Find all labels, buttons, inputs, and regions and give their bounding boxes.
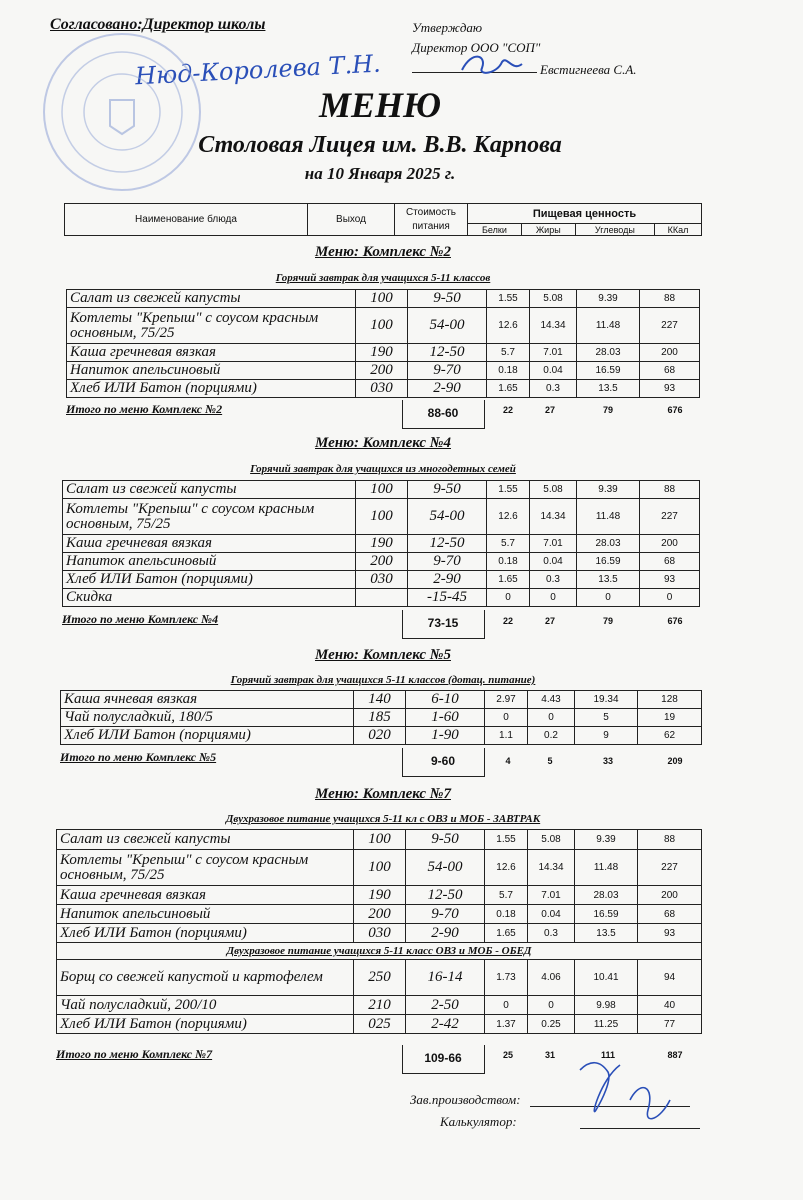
dish-kcal: 94 <box>638 960 702 996</box>
col-kcal-header: ККал <box>655 224 702 236</box>
dish-cost: 12-50 <box>408 344 487 362</box>
total-proteins: 4 <box>505 756 511 766</box>
dish-cost: 54-00 <box>406 850 485 886</box>
dish-output: 200 <box>356 553 408 571</box>
total-carbs: 111 <box>600 1050 616 1060</box>
dish-fats: 0 <box>530 589 577 607</box>
dish-name: Напиток апельсиновый <box>67 362 356 380</box>
dish-fats: 0 <box>528 996 575 1015</box>
dish-kcal: 93 <box>640 571 700 589</box>
table-row <box>63 553 700 571</box>
total-proteins: 22 <box>502 616 513 626</box>
dish-carbs: 16.59 <box>575 905 638 924</box>
dish-name: Котлеты "Крепыш" с соусом красным основным, 75/25 <box>67 308 356 344</box>
total-carbs: 33 <box>602 756 613 766</box>
total-kcal: 676 <box>667 405 683 415</box>
total-cost: 88-60 <box>427 406 459 420</box>
total-label: Итого по меню Комплекс №4 <box>62 612 219 626</box>
dish-kcal: 227 <box>640 308 700 344</box>
dish-cost: 2-90 <box>406 924 485 943</box>
dish-carbs: 9.98 <box>575 996 638 1015</box>
dish-kcal: 40 <box>638 996 702 1015</box>
section-subtitle: Двухразовое питание учащихся 5-11 класс ОВЗ и МОБ - ОБЕД <box>57 943 702 960</box>
table-row <box>67 380 700 398</box>
dish-fats: 7.01 <box>530 344 577 362</box>
dish-carbs: 9 <box>575 727 638 745</box>
dish-fats: 0.3 <box>530 380 577 398</box>
dish-kcal: 93 <box>638 924 702 943</box>
director-signature <box>452 50 532 80</box>
agreed-signature: Нюд-Королева Т.Н. <box>134 49 382 91</box>
total-label: Итого по меню Комплекс №7 <box>56 1047 213 1061</box>
col-carbs-header: Углеводы <box>575 224 654 236</box>
dish-carbs: 13.5 <box>577 571 640 589</box>
table-row <box>57 924 702 943</box>
dish-cost: 1-60 <box>406 709 485 727</box>
dish-name: Скидка <box>63 589 356 607</box>
dish-name: Напиток апельсиновый <box>57 905 354 924</box>
handwritten-signature <box>560 1040 690 1140</box>
dish-name: Чай полусладкий, 180/5 <box>61 709 354 727</box>
dish-proteins: 0.18 <box>487 362 530 380</box>
dish-kcal: 227 <box>640 499 700 535</box>
dish-output: 190 <box>356 535 408 553</box>
dish-table <box>60 690 702 745</box>
col-output-header: Выход <box>308 204 395 236</box>
total-proteins: 22 <box>502 405 513 415</box>
dish-proteins: 2.97 <box>485 691 528 709</box>
dish-kcal: 68 <box>638 905 702 924</box>
dish-fats: 0.04 <box>530 362 577 380</box>
dish-proteins: 1.73 <box>485 960 528 996</box>
dish-proteins: 12.6 <box>485 850 528 886</box>
dish-output: 020 <box>354 727 406 745</box>
dish-cost: 1-90 <box>406 727 485 745</box>
dish-proteins: 0.18 <box>485 905 528 924</box>
dish-proteins: 12.6 <box>487 499 530 535</box>
total-fats: 5 <box>547 756 553 766</box>
total-kcal: 676 <box>667 616 683 626</box>
page-subtitle: Столовая Лицея им. В.В. Карпова <box>198 132 562 158</box>
dish-cost: 2-90 <box>408 380 487 398</box>
dish-fats: 7.01 <box>530 535 577 553</box>
dish-fats: 0.25 <box>528 1015 575 1034</box>
dish-carbs: 28.03 <box>577 344 640 362</box>
table-row <box>57 960 702 996</box>
dish-cost: 6-10 <box>406 691 485 709</box>
section-title: Меню: Комплекс №4 <box>315 435 451 451</box>
dish-carbs: 19.34 <box>575 691 638 709</box>
col-fats-header: Жиры <box>521 224 575 236</box>
section-title: Меню: Комплекс №5 <box>315 647 451 663</box>
dish-carbs: 11.25 <box>575 1015 638 1034</box>
dish-fats: 4.43 <box>528 691 575 709</box>
dish-kcal: 77 <box>638 1015 702 1034</box>
table-row <box>57 886 702 905</box>
table-row <box>57 1015 702 1034</box>
dish-fats: 5.08 <box>528 830 575 850</box>
table-row <box>63 589 700 607</box>
dish-cost: 9-50 <box>408 290 487 308</box>
dish-kcal: 200 <box>640 344 700 362</box>
dish-carbs: 11.48 <box>577 308 640 344</box>
dish-name: Чай полусладкий, 200/10 <box>57 996 354 1015</box>
approve-name: Евстигнеева С.А. <box>540 62 637 77</box>
dish-output: 100 <box>356 499 408 535</box>
dish-cost: 9-70 <box>406 905 485 924</box>
dish-kcal: 227 <box>638 850 702 886</box>
dish-output: 200 <box>356 362 408 380</box>
dish-kcal: 68 <box>640 553 700 571</box>
dish-fats: 0.3 <box>530 571 577 589</box>
total-kcal: 209 <box>667 756 683 766</box>
section-subtitle: Горячий завтрак для учащихся 5-11 классов (дотац. питание) <box>230 674 536 686</box>
dish-kcal: 93 <box>640 380 700 398</box>
dish-output: 100 <box>356 290 408 308</box>
dish-proteins: 0 <box>485 709 528 727</box>
dish-fats: 0.2 <box>528 727 575 745</box>
total-carbs: 79 <box>602 405 613 415</box>
calculator-label: Калькулятор: <box>440 1114 517 1129</box>
table-row <box>63 535 700 553</box>
dish-output: 025 <box>354 1015 406 1034</box>
dish-kcal: 0 <box>640 589 700 607</box>
dish-carbs: 9.39 <box>575 830 638 850</box>
page-date: на 10 Января 2025 г. <box>304 164 456 183</box>
dish-fats: 5.08 <box>530 481 577 499</box>
dish-fats: 0.04 <box>528 905 575 924</box>
dish-kcal: 128 <box>638 691 702 709</box>
dish-table <box>66 289 700 398</box>
dish-output: 030 <box>356 571 408 589</box>
table-row <box>61 691 702 709</box>
dish-name: Котлеты "Крепыш" с соусом красным основным, 75/25 <box>63 499 356 535</box>
table-row <box>57 850 702 886</box>
total-fats: 27 <box>544 616 555 626</box>
approve-label: Утверждаю <box>412 20 483 35</box>
col-nutrition-header: Пищевая ценность <box>468 204 702 224</box>
dish-name: Каша гречневая вязкая <box>57 886 354 905</box>
dish-cost: 54-00 <box>408 308 487 344</box>
dish-carbs: 13.5 <box>575 924 638 943</box>
dish-proteins: 1.37 <box>485 1015 528 1034</box>
dish-proteins: 1.65 <box>487 380 530 398</box>
total-label: Итого по меню Комплекс №2 <box>66 402 223 416</box>
table-row <box>67 344 700 362</box>
dish-kcal: 88 <box>638 830 702 850</box>
dish-proteins: 1.1 <box>485 727 528 745</box>
dish-output: 250 <box>354 960 406 996</box>
dish-name: Борщ со свежей капустой и картофелем <box>57 960 354 996</box>
total-label: Итого по меню Комплекс №5 <box>60 750 217 764</box>
dish-output: 100 <box>356 481 408 499</box>
dish-fats: 5.08 <box>530 290 577 308</box>
table-row <box>61 727 702 745</box>
dish-output: 030 <box>356 380 408 398</box>
dish-name: Хлеб ИЛИ Батон (порциями) <box>67 380 356 398</box>
dish-table <box>56 829 702 1034</box>
col-proteins-header: Белки <box>468 224 522 236</box>
dish-output: 200 <box>354 905 406 924</box>
dish-carbs: 0 <box>577 589 640 607</box>
section-title: Меню: Комплекс №7 <box>315 786 451 802</box>
dish-carbs: 5 <box>575 709 638 727</box>
dish-kcal: 200 <box>640 535 700 553</box>
dish-cost: 2-90 <box>408 571 487 589</box>
page-title: МЕНЮ <box>318 85 442 125</box>
dish-name: Салат из свежей капусты <box>67 290 356 308</box>
table-header <box>64 203 702 236</box>
dish-cost: 9-70 <box>408 362 487 380</box>
dish-output: 100 <box>354 850 406 886</box>
dish-output: 210 <box>354 996 406 1015</box>
dish-fats: 14.34 <box>528 850 575 886</box>
dish-proteins: 5.7 <box>485 886 528 905</box>
dish-cost: 9-50 <box>408 481 487 499</box>
dish-kcal: 19 <box>638 709 702 727</box>
table-row <box>57 905 702 924</box>
dish-cost: 9-50 <box>406 830 485 850</box>
total-cost: 73-15 <box>427 616 459 630</box>
dish-name: Салат из свежей капусты <box>63 481 356 499</box>
dish-proteins: 0 <box>485 996 528 1015</box>
dish-output: 100 <box>356 308 408 344</box>
dish-table <box>62 480 700 607</box>
dish-cost: 9-70 <box>408 553 487 571</box>
dish-output: 140 <box>354 691 406 709</box>
dish-fats: 4.06 <box>528 960 575 996</box>
dish-proteins: 1.65 <box>485 924 528 943</box>
dish-proteins: 0 <box>487 589 530 607</box>
dish-carbs: 10.41 <box>575 960 638 996</box>
dish-cost: 12-50 <box>406 886 485 905</box>
dish-fats: 14.34 <box>530 308 577 344</box>
dish-kcal: 200 <box>638 886 702 905</box>
dish-output: 100 <box>354 830 406 850</box>
total-kcal: 887 <box>667 1050 683 1060</box>
dish-carbs: 16.59 <box>577 553 640 571</box>
dish-kcal: 62 <box>638 727 702 745</box>
dish-proteins: 12.6 <box>487 308 530 344</box>
dish-name: Хлеб ИЛИ Батон (порциями) <box>57 924 354 943</box>
dish-proteins: 1.55 <box>487 481 530 499</box>
dish-fats: 7.01 <box>528 886 575 905</box>
total-fats: 31 <box>544 1050 555 1060</box>
total-carbs: 79 <box>602 616 613 626</box>
dish-proteins: 0.18 <box>487 553 530 571</box>
dish-carbs: 28.03 <box>577 535 640 553</box>
dish-name: Каша ячневая вязкая <box>61 691 354 709</box>
section-subtitle: Двухразовое питание учащихся 5-11 кл с ОВЗ и МОБ - ЗАВТРАК <box>225 813 541 825</box>
dish-cost: 16-14 <box>406 960 485 996</box>
table-row <box>57 996 702 1015</box>
approve-position: Директор ООО "СОП" <box>412 40 541 55</box>
dish-name: Хлеб ИЛИ Батон (порциями) <box>57 1015 354 1034</box>
dish-carbs: 11.48 <box>577 499 640 535</box>
dish-carbs: 11.48 <box>575 850 638 886</box>
table-row <box>67 362 700 380</box>
col-cost-header: Стоимость питания <box>395 204 468 236</box>
dish-fats: 0.3 <box>528 924 575 943</box>
total-proteins: 25 <box>502 1050 513 1060</box>
dish-kcal: 88 <box>640 290 700 308</box>
dish-cost: 12-50 <box>408 535 487 553</box>
dish-cost: 54-00 <box>408 499 487 535</box>
dish-kcal: 88 <box>640 481 700 499</box>
table-row <box>63 571 700 589</box>
dish-carbs: 16.59 <box>577 362 640 380</box>
table-row <box>63 499 700 535</box>
dish-output: 030 <box>354 924 406 943</box>
total-cost: 109-66 <box>424 1051 462 1065</box>
section-subtitle: Горячий завтрак для учащихся 5-11 классов <box>275 272 491 284</box>
dish-name: Каша гречневая вязкая <box>63 535 356 553</box>
dish-carbs: 9.39 <box>577 481 640 499</box>
table-row <box>67 308 700 344</box>
col-name-header: Наименование блюда <box>65 204 308 236</box>
dish-name: Хлеб ИЛИ Батон (порциями) <box>63 571 356 589</box>
dish-output: 190 <box>356 344 408 362</box>
dish-fats: 0 <box>528 709 575 727</box>
section-title: Меню: Комплекс №2 <box>315 244 451 260</box>
dish-proteins: 5.7 <box>487 344 530 362</box>
dish-carbs: 13.5 <box>577 380 640 398</box>
dish-name: Хлеб ИЛИ Батон (порциями) <box>61 727 354 745</box>
table-row <box>61 709 702 727</box>
dish-proteins: 1.55 <box>487 290 530 308</box>
dish-fats: 14.34 <box>530 499 577 535</box>
total-cost: 9-60 <box>430 754 456 768</box>
dish-cost: 2-42 <box>406 1015 485 1034</box>
dish-name: Салат из свежей капусты <box>57 830 354 850</box>
production-label: Зав.производством: <box>410 1092 521 1107</box>
table-row <box>63 481 700 499</box>
agreed-label: Согласовано:Директор школы <box>50 16 266 33</box>
dish-carbs: 9.39 <box>577 290 640 308</box>
dish-output: 185 <box>354 709 406 727</box>
dish-proteins: 1.55 <box>485 830 528 850</box>
dish-output: 190 <box>354 886 406 905</box>
dish-proteins: 1.65 <box>487 571 530 589</box>
dish-kcal: 68 <box>640 362 700 380</box>
dish-fats: 0.04 <box>530 553 577 571</box>
dish-output <box>356 589 408 607</box>
dish-cost: 2-50 <box>406 996 485 1015</box>
dish-proteins: 5.7 <box>487 535 530 553</box>
dish-name: Каша гречневая вязкая <box>67 344 356 362</box>
total-fats: 27 <box>544 405 555 415</box>
table-row <box>57 830 702 850</box>
dish-name: Напиток апельсиновый <box>63 553 356 571</box>
table-row <box>57 943 702 960</box>
table-row <box>67 290 700 308</box>
dish-name: Котлеты "Крепыш" с соусом красным основным, 75/25 <box>57 850 354 886</box>
dish-cost: -15-45 <box>408 589 487 607</box>
section-subtitle: Горячий завтрак для учащихся из многодетных семей <box>250 463 516 475</box>
dish-carbs: 28.03 <box>575 886 638 905</box>
